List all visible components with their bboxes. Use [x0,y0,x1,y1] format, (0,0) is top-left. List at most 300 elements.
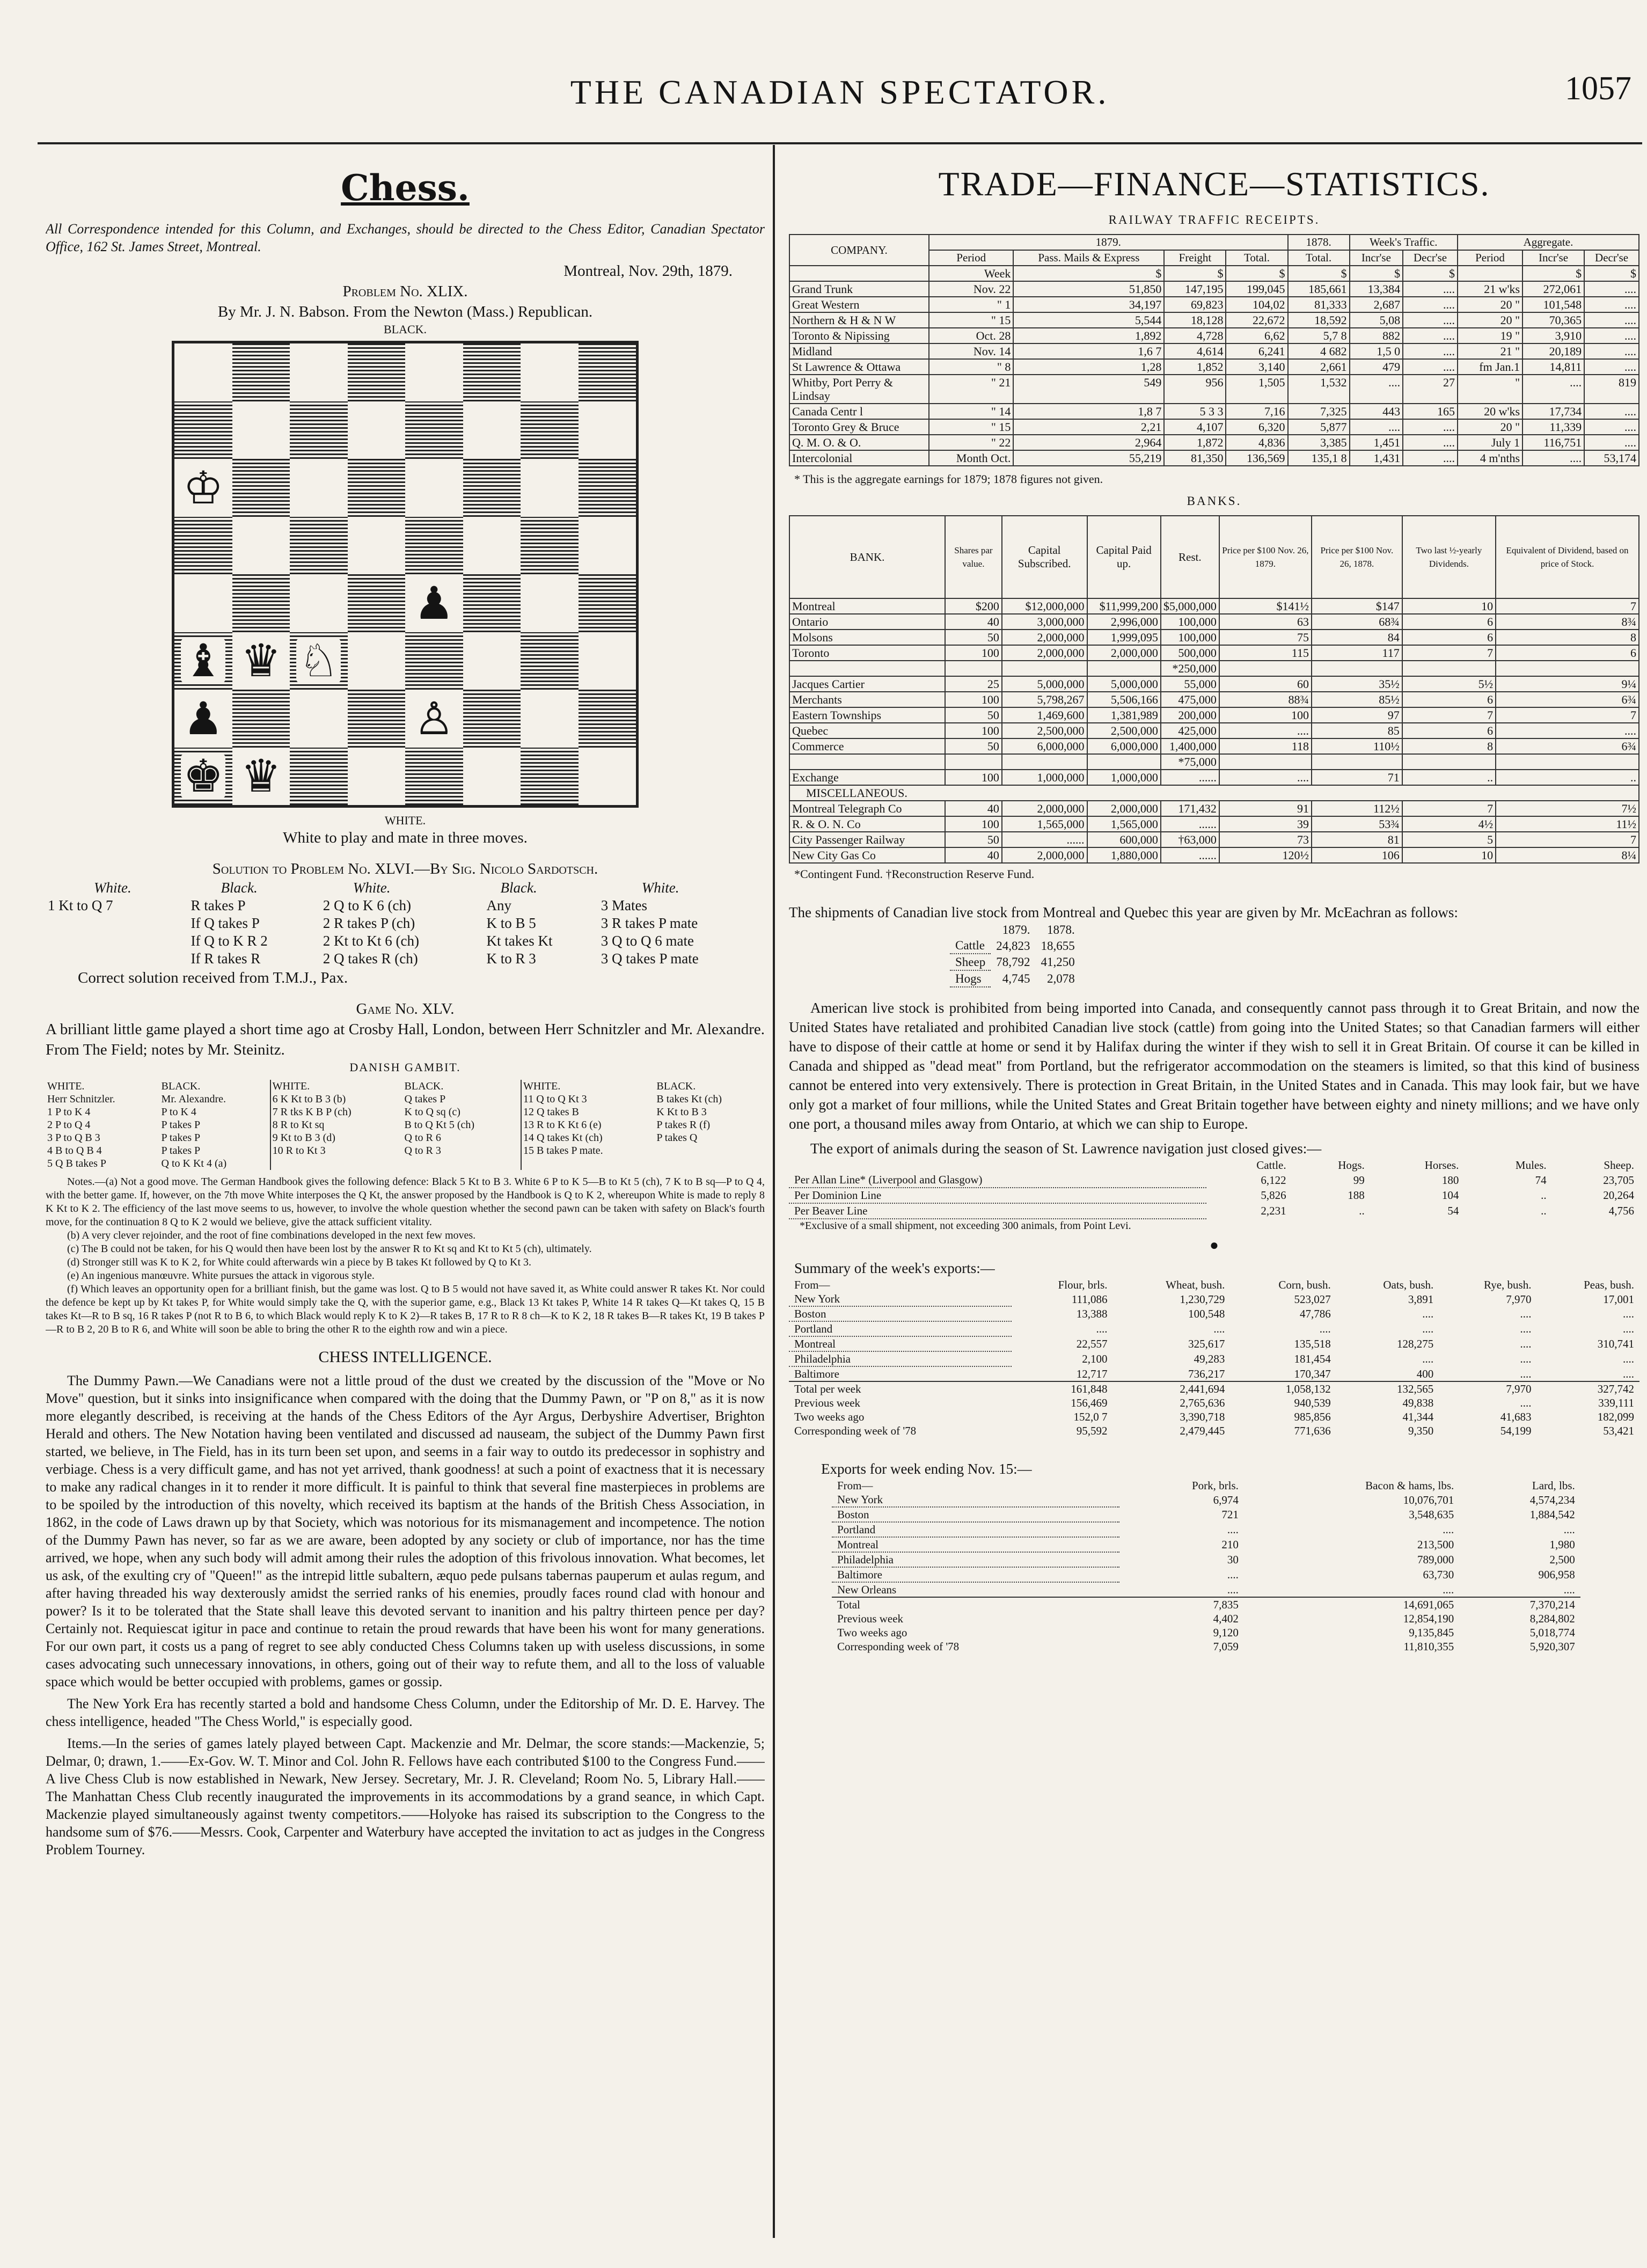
summary-total-row [789,1396,1639,1410]
summary-row-cell: 100,548 [1188,1307,1225,1320]
railway-row-cell: .... [1403,450,1458,466]
summary-total-row-cell: 327,742 [1597,1382,1634,1395]
bank-row-cell: 63 [1219,614,1312,630]
bank-row-cell: Jacques Cartier [789,676,945,692]
livestock-row-cell: 2,078 [1046,972,1075,985]
railway-row-cell: 272,061 [1522,281,1584,297]
railway-row-cell: 199,045 [1226,281,1287,297]
railway-column-header: Total. [1226,250,1287,266]
bank-row-cell: 100 [945,692,1002,707]
exports-total-row [832,1626,1580,1640]
game-note: (e) An ingenious manœuvre. White pursues the attack in vigorous style. [67,1270,375,1282]
bank-row-cell: 1,400,000 [1161,738,1219,754]
railway-row-cell: 185,661 [1288,281,1350,297]
solution-row [46,897,765,914]
misc-row-cell: 40 [945,847,1002,863]
summary-row-cell: 13,388 [1076,1307,1108,1320]
railway-group-header: Aggregate. [1458,235,1639,250]
railway-row-cell: 1,28 [1013,359,1164,375]
solution-header: White. [353,880,391,896]
board-square [232,459,290,517]
summary-row-cell: .... [1096,1322,1108,1335]
board-square [232,748,290,806]
game-header: BLACK. [161,1080,201,1092]
solution-row-cell: If Q to K R 2 [191,933,268,949]
solution-header: White. [94,880,131,896]
railway-row-cell: 4 682 [1288,343,1350,359]
summary-row-cell: 325,617 [1188,1337,1225,1350]
bank-row-cell: 35½ [1312,676,1402,692]
chess-heading: Chess. [341,167,470,209]
summary-row-cell: New York [789,1292,1012,1306]
livestock-row-cell: 41,250 [1041,955,1075,969]
bank-row-cell: $12,000,000 [1002,598,1087,614]
board-square [348,459,406,517]
chess-piece: ♟ [412,581,456,626]
summary-total-row-cell: 152,0 7 [1073,1410,1108,1423]
game-move-row-cell: 15 B takes P mate. [521,1144,655,1157]
exports-total-row [832,1612,1580,1626]
board-square [579,690,636,748]
game-move-row-cell: P takes P [161,1119,201,1131]
bank-row-cell: Eastern Townships [789,707,945,723]
exports-row-cell: 1,980 [1549,1538,1575,1551]
bank-row-cell: 1,000,000 [1087,770,1161,785]
board-square [405,574,463,632]
export-animals-intro: The export of animals during the season of St. Lawrence navigation just closed gives:— [810,1140,1322,1157]
bank-row-cell: Ontario [789,614,945,630]
game-note: (f) Which leaves an opportunity open for a brilliant finish, but the game was lost. Q to B 5 would not have saved it, as White could answer R takes Kt. Nor could the defence be kept up by Kt takes P, for White would simply take the Q, with the superior game, e.g., Black 13 Kt takes P, White 14 R takes Q—Kt takes Q, 15 B takes Kt—R to B sq, 16 R takes P (not R to B 6, to which Black would reply K to K 2)—R takes B, 17 R to R 8 ch—K to K 2, 18 R takes B—R takes Kt, 19 B takes P—R to B 2, 20 B to R 6, and White will soon be able to bring the other R to the eighth row and win a piece. [46,1283,765,1335]
summary-row-cell: Baltimore [789,1366,1012,1381]
railway-row-cell: Whitby, Port Perry & Lindsay [789,375,929,404]
publication-title: THE CANADIAN SPECTATOR. [570,73,1110,111]
railway-row-cell: 20 w'ks [1458,404,1522,419]
bank-row-cell: 425,000 [1161,723,1219,738]
railway-row-cell: .... [1522,375,1584,404]
railway-row-cell: 1,532 [1288,375,1350,404]
summary-row-cell: .... [1422,1322,1434,1335]
railway-row [789,419,1639,435]
solution-row-cell: 1 Kt to Q 7 [48,897,113,913]
railway-group-header: 1879. [929,235,1288,250]
board-square [521,459,579,517]
chess-board [172,341,639,808]
bank-row-cell: Quebec [789,723,945,738]
intelligence-paragraph: Items.—In the series of games lately played between Capt. Mackenzie and Mr. Delmar, the score stands:—Mackenzie, 5; Delmar, 0; drawn, 1.——Ex-Gov. W. T. Minor and Col. John R. Fellows have each contributed $100 to the Congress Fund.——A live Chess Club is now established in Newark, New Jersey. Secretary, Mr. J. R. Cleveland; Room No. 5, Library Hall.——The Manhattan Chess Club recently inaugurated the improvements in its accommodations by a grand seance, in which Capt. Mackenzie played simultaneously against twenty competitors.——Holyoke has raised its subscription to the Congress to the handsome sum of $76.——Messrs. Cook, Carpenter and Waterbury have accepted the invitation to act as judges in the Congress Problem Tourney. [46,1736,765,1857]
summary-total-row-cell: 2,479,445 [1180,1424,1225,1437]
game-move-row-cell: Q to K Kt 4 (a) [161,1158,227,1169]
exports-row-cell: Boston [832,1507,1119,1522]
board-square [521,574,579,632]
bank-row-cell: 110½ [1312,738,1402,754]
summary-row-cell: .... [1213,1322,1225,1335]
solution-row [46,950,765,968]
railway-row-cell: St Lawrence & Ottawa [789,359,929,375]
railway-row-cell: Toronto & Nipissing [789,328,929,343]
misc-row-cell: 2,000,000 [1087,801,1161,816]
misc-row-cell: 91 [1219,801,1312,816]
bank-row-cell [1496,754,1639,770]
game-move-row-cell: 11 Q to Q Kt 3 [521,1093,655,1106]
railway-row-cell: 51,850 [1013,281,1164,297]
railway-row-cell: Nov. 22 [929,281,1013,297]
livestock-row-cell: 18,655 [1041,939,1075,953]
railway-row-cell: .... [1403,312,1458,328]
railway-row-cell: Month Oct. [929,450,1013,466]
exports-row-cell: Montreal [832,1537,1119,1552]
misc-row-cell: 8¼ [1496,847,1639,863]
solution-row-cell: R takes P [191,897,246,913]
bank-row-cell: 100,000 [1161,630,1219,645]
game-header: BLACK. [404,1080,444,1092]
chess-piece: ♘ [296,638,341,683]
game-move-row-cell: 3 P to Q B 3 [47,1132,100,1144]
chess-piece: ♙ [412,696,456,741]
export-animals-row-cell: 23,705 [1603,1173,1634,1187]
banks-title: BANKS. [1187,494,1242,508]
railway-row-cell: 20 " [1458,312,1522,328]
solution-header: White. [641,880,679,896]
exports-row-cell: Baltimore [832,1567,1119,1582]
game-header: WHITE. [47,1080,85,1092]
summary-total-row-cell: 3,390,718 [1180,1410,1225,1423]
bank-row-cell [1219,754,1312,770]
railway-row-cell: .... [1584,312,1639,328]
summary-total-row-cell: 182,099 [1597,1410,1634,1423]
game-move-row-cell: 7 R tks K B P (ch) [270,1106,403,1118]
misc-row-cell: 1,880,000 [1087,847,1161,863]
summary-total-row-cell: 54,199 [1500,1424,1532,1437]
summary-header: Rye, bush. [1484,1278,1532,1291]
bank-row-cell [789,661,945,676]
trade-heading: TRADE—FINANCE—STATISTICS. [938,165,1490,203]
board-square [290,632,348,690]
export-animals-row-cell: 180 [1441,1173,1459,1187]
railway-row-cell: 104,02 [1226,297,1287,312]
exports-row [832,1582,1580,1597]
summary-total-row-cell: 339,111 [1598,1396,1634,1409]
railway-row-cell: 53,174 [1584,450,1639,466]
bank-row [789,645,1639,661]
livestock-intro: The shipments of Canadian live stock from Montreal and Quebec this year are given by Mr. McEachran as follows: [789,904,1458,920]
railway-row-cell: Intercolonial [789,450,929,466]
bank-row-cell [789,754,945,770]
railway-footnote: * This is the aggregate earnings for 1879; 1878 figures not given. [794,472,1103,486]
railway-row-cell: 17,734 [1522,404,1584,419]
railway-row [789,328,1639,343]
banks-column-header: Price per $100 Nov. 26, 1878. [1312,516,1402,598]
export-animals-table [789,1158,1639,1219]
summary-total-row-cell: 2,765,636 [1180,1396,1225,1409]
railway-row-cell: 7,325 [1288,404,1350,419]
exports-row [832,1537,1580,1552]
column-divider [773,145,775,2238]
bank-row-cell: 6¾ [1496,738,1639,754]
game-note: (d) Stronger still was K to K 2, for White could afterwards win a piece by B takes Kt followed by Q to Kt 3. [67,1256,531,1268]
bank-row [789,707,1639,723]
chess-piece: ♟ [181,696,225,741]
solution-row-cell: K to B 5 [486,915,536,931]
bank-row-cell [1402,661,1496,676]
railway-row-cell: 1,451 [1350,435,1403,450]
bank-row-cell: 100 [945,645,1002,661]
bank-row-cell: $5,000,000 [1161,598,1219,614]
summary-row-cell: Boston [789,1306,1012,1321]
summary-total-row-cell: 161,848 [1071,1382,1108,1395]
board-square [463,690,521,748]
exports-row [832,1567,1580,1582]
board-square [232,690,290,748]
railway-group-header: COMPANY. [789,235,929,266]
bank-row-cell: $141½ [1219,598,1312,614]
misc-row-cell: 120½ [1219,847,1312,863]
bank-row-cell [1002,754,1087,770]
railway-row-cell: 81,333 [1288,297,1350,312]
board-square [463,401,521,459]
misc-row-cell: 100 [945,816,1002,832]
railway-row-cell: .... [1403,359,1458,375]
bank-row-cell: 1,999,095 [1087,630,1161,645]
game-move-row-cell: 1 P to K 4 [47,1106,91,1118]
board-square [463,517,521,575]
bank-row-cell: 60 [1219,676,1312,692]
board-square [405,632,463,690]
railway-column-header: Decr'se [1584,250,1639,266]
game-move-row-cell [403,1157,521,1170]
livestock-row-cell: 24,823 [996,939,1030,953]
export-animals-row-cell: 104 [1441,1189,1459,1202]
summary-row [789,1351,1639,1366]
export-animals-row-cell: .. [1541,1204,1547,1217]
export-animals-header: Sheep. [1604,1159,1634,1172]
railway-row-cell: .... [1403,328,1458,343]
summary-row-cell: .... [1520,1322,1532,1335]
board-square [174,517,232,575]
misc-row-cell: 7 [1402,801,1496,816]
export-animals-row-cell: 99 [1353,1173,1365,1187]
banks-column-header: Capital Subscribed. [1002,516,1087,598]
bank-row-cell: .. [1402,770,1496,785]
export-animals-note: *Exclusive of a small shipment, not exceeding 300 animals, from Point Levi. [800,1220,1131,1232]
railway-row-cell: 1,505 [1226,375,1287,404]
railway-row-cell: 6,241 [1226,343,1287,359]
railway-row-cell: .... [1584,435,1639,450]
bank-row-cell: 8 [1496,630,1639,645]
board-square [405,690,463,748]
export-animals-header [789,1158,1206,1173]
railway-row-cell: 3,910 [1522,328,1584,343]
railway-row-cell: 70,365 [1522,312,1584,328]
exports-header: Lard, lbs. [1532,1479,1575,1492]
railway-column-header: Period [1458,250,1522,266]
game-move-row-cell [655,1157,765,1170]
livestock-year: 1878. [1046,923,1075,937]
bank-row-cell: Molsons [789,630,945,645]
solution-row-cell [46,950,189,968]
board-square [405,401,463,459]
bank-row-cell: 8¾ [1496,614,1639,630]
export-animals-row-cell: 2,231 [1261,1204,1286,1217]
railway-row-cell: 1,8 7 [1013,404,1164,419]
weekly-exports-summary-table [789,1278,1639,1438]
board-square [579,748,636,806]
board-square [290,574,348,632]
bank-row-cell: 71 [1312,770,1402,785]
livestock-paragraph: American live stock is prohibited from being imported into Canada, and consequently cannot pass through it to Great Britain, and now the United States have retaliated and prohibited Canadian live stock (cattle) from going into the United States; so that Canadian farmers will either have to dispose of their cattle at home or send it by Halifax during the winter if they wish to sell it in Great Britain. Of course it can be killed in Canada and shipped as "dead meat" from Portland, but the refrigerator accommodation on the steamers is limited, so that this kind of business cannot be entered into very extensively. There is protection in Great Britain, in the United States and in Canada. This may look fair, but we have only got a market of four millions, while the United States and Great Britain together have between eighty and ninety millions; and we have only one port, a thousand miles away from Ontario, at which we can ship to Europe. [789,1000,1639,1132]
summary-row-cell: .... [1520,1352,1532,1365]
railway-row-cell: 1,872 [1164,435,1226,450]
game-header: WHITE. [270,1080,403,1093]
exports-row-cell: .... [1563,1583,1575,1596]
misc-row-cell: 1,565,000 [1087,816,1161,832]
summary-total-row-cell: 7,970 [1506,1382,1532,1395]
livestock-row-cell: Cattle [950,938,991,954]
railway-row-cell: " 8 [929,359,1013,375]
summary-total-row-cell: 985,856 [1294,1410,1331,1423]
railway-unit [1458,266,1522,281]
board-square [348,690,406,748]
banks-footnote: *Contingent Fund. †Reconstruction Reserve Fund. [794,867,1035,881]
board-square [348,517,406,575]
railway-row-cell: 6,320 [1226,419,1287,435]
bank-row [789,614,1639,630]
export-animals-header: Horses. [1424,1159,1459,1172]
railway-column-header: Pass. Mails & Express [1013,250,1164,266]
bank-row [789,723,1639,738]
railway-column-header: Freight [1164,250,1226,266]
summary-row-cell: Montreal [789,1336,1012,1351]
summary-row-cell: .... [1422,1352,1434,1365]
banks-column-header: BANK. [789,516,945,598]
board-square [463,343,521,401]
bank-row-cell: 1,000,000 [1002,770,1087,785]
railway-row-cell: 4,836 [1226,435,1287,450]
summary-row-cell: .... [1623,1352,1634,1365]
summary-total-row-cell: .... [1520,1396,1532,1409]
misc-label-row [789,785,1639,801]
solution-row-cell: 2 Q to K 6 (ch) [323,897,411,913]
railway-row-cell: 1,6 7 [1013,343,1164,359]
bank-row-cell: 5,506,166 [1087,692,1161,707]
bank-row-cell: 5,000,000 [1002,676,1087,692]
game-move-row [46,1144,765,1157]
summary-total-row-cell: 41,683 [1500,1410,1532,1423]
summary-row-cell: 170,347 [1294,1367,1331,1380]
livestock-row-cell: Sheep [950,954,991,970]
board-square [579,401,636,459]
bank-row-cell: 1,469,600 [1002,707,1087,723]
newspaper-page [38,43,1642,2243]
railway-row-cell: 81,350 [1164,450,1226,466]
railway-row [789,404,1639,419]
railway-row-cell: 1,431 [1350,450,1403,466]
bank-row-cell [1402,754,1496,770]
livestock-table [950,922,1080,987]
bank-row-cell: 200,000 [1161,707,1219,723]
exports-total-row-cell: 7,370,214 [1529,1598,1575,1611]
misc-row-cell: Montreal Telegraph Co [789,801,945,816]
railway-row [789,435,1639,450]
board-square [174,343,232,401]
summary-row-cell: 47,786 [1300,1307,1331,1320]
exports-row-cell: 2,500 [1549,1553,1575,1566]
solution-row-cell: 2 R takes P (ch) [323,915,415,931]
exports-total-row-cell: Total [837,1598,860,1611]
summary-header: From— [794,1278,830,1291]
board-square [174,401,232,459]
board-square [579,459,636,517]
bank-row-cell: 118 [1219,738,1312,754]
railway-row-cell: " [1458,375,1522,404]
misc-row-cell: 4½ [1402,816,1496,832]
board-square [290,517,348,575]
railway-row-cell: .... [1403,419,1458,435]
railway-row-cell: 69,823 [1164,297,1226,312]
bank-row-cell: ...... [1161,770,1219,785]
bank-row-cell: 75 [1219,630,1312,645]
summary-row-cell: Philadelphia [789,1351,1012,1366]
bank-row-cell: 100,000 [1161,614,1219,630]
summary-row-cell: 1,230,729 [1180,1292,1225,1306]
misc-row-cell: 7 [1496,832,1639,847]
bank-row-cell: 2,000,000 [1002,645,1087,661]
board-square [521,690,579,748]
game-move-row-cell: 10 R to Kt 3 [270,1144,403,1157]
railway-row-cell: 34,197 [1013,297,1164,312]
bank-row-cell: 50 [945,738,1002,754]
misc-row-cell: 50 [945,832,1002,847]
bank-row-cell: 5,798,267 [1002,692,1087,707]
exports-row-cell: 63,730 [1423,1568,1454,1581]
solution-row-cell: 3 R takes P mate [601,915,698,931]
bank-row [789,754,1639,770]
misc-row-cell: †63,000 [1161,832,1219,847]
railway-row [789,375,1639,404]
misc-row [789,832,1639,847]
exports-row-cell: .... [1443,1523,1454,1536]
railway-row-cell: Grand Trunk [789,281,929,297]
railway-unit: $ [1013,266,1164,281]
solution-row-cell: If Q takes P [191,915,260,931]
railway-row-cell: Northern & H & N W [789,312,929,328]
exports-total-row-cell: Corresponding week of '78 [837,1640,960,1653]
summary-total-row-cell: 156,469 [1071,1396,1108,1409]
summary-row-cell: .... [1520,1307,1532,1320]
board-square [405,517,463,575]
bank-row-cell [945,754,1002,770]
railway-row [789,450,1639,466]
railway-column-header: Period [929,250,1013,266]
exports-row-cell: .... [1227,1568,1239,1581]
railway-row [789,297,1639,312]
railway-row-cell: 6,62 [1226,328,1287,343]
misc-row-cell: 11½ [1496,816,1639,832]
summary-total-row-cell: 95,592 [1076,1424,1108,1437]
board-square [579,574,636,632]
summary-total-row-cell: 2,441,694 [1180,1382,1225,1395]
export-animals-row-cell: 74 [1535,1173,1547,1187]
exports-row-cell: 789,000 [1417,1553,1454,1566]
solution-header: Black. [221,880,258,896]
misc-row-cell: 81 [1312,832,1402,847]
game-header: BLACK. [656,1080,696,1092]
bank-row-cell: 1,381,989 [1087,707,1161,723]
bank-row-cell: *75,000 [1161,754,1219,770]
bank-row-cell: 40 [945,614,1002,630]
exports-row-cell: .... [1227,1583,1239,1596]
exports-total-row-cell: 11,810,355 [1403,1640,1454,1653]
banks-column-header: Two last ½-yearly Dividends. [1402,516,1496,598]
